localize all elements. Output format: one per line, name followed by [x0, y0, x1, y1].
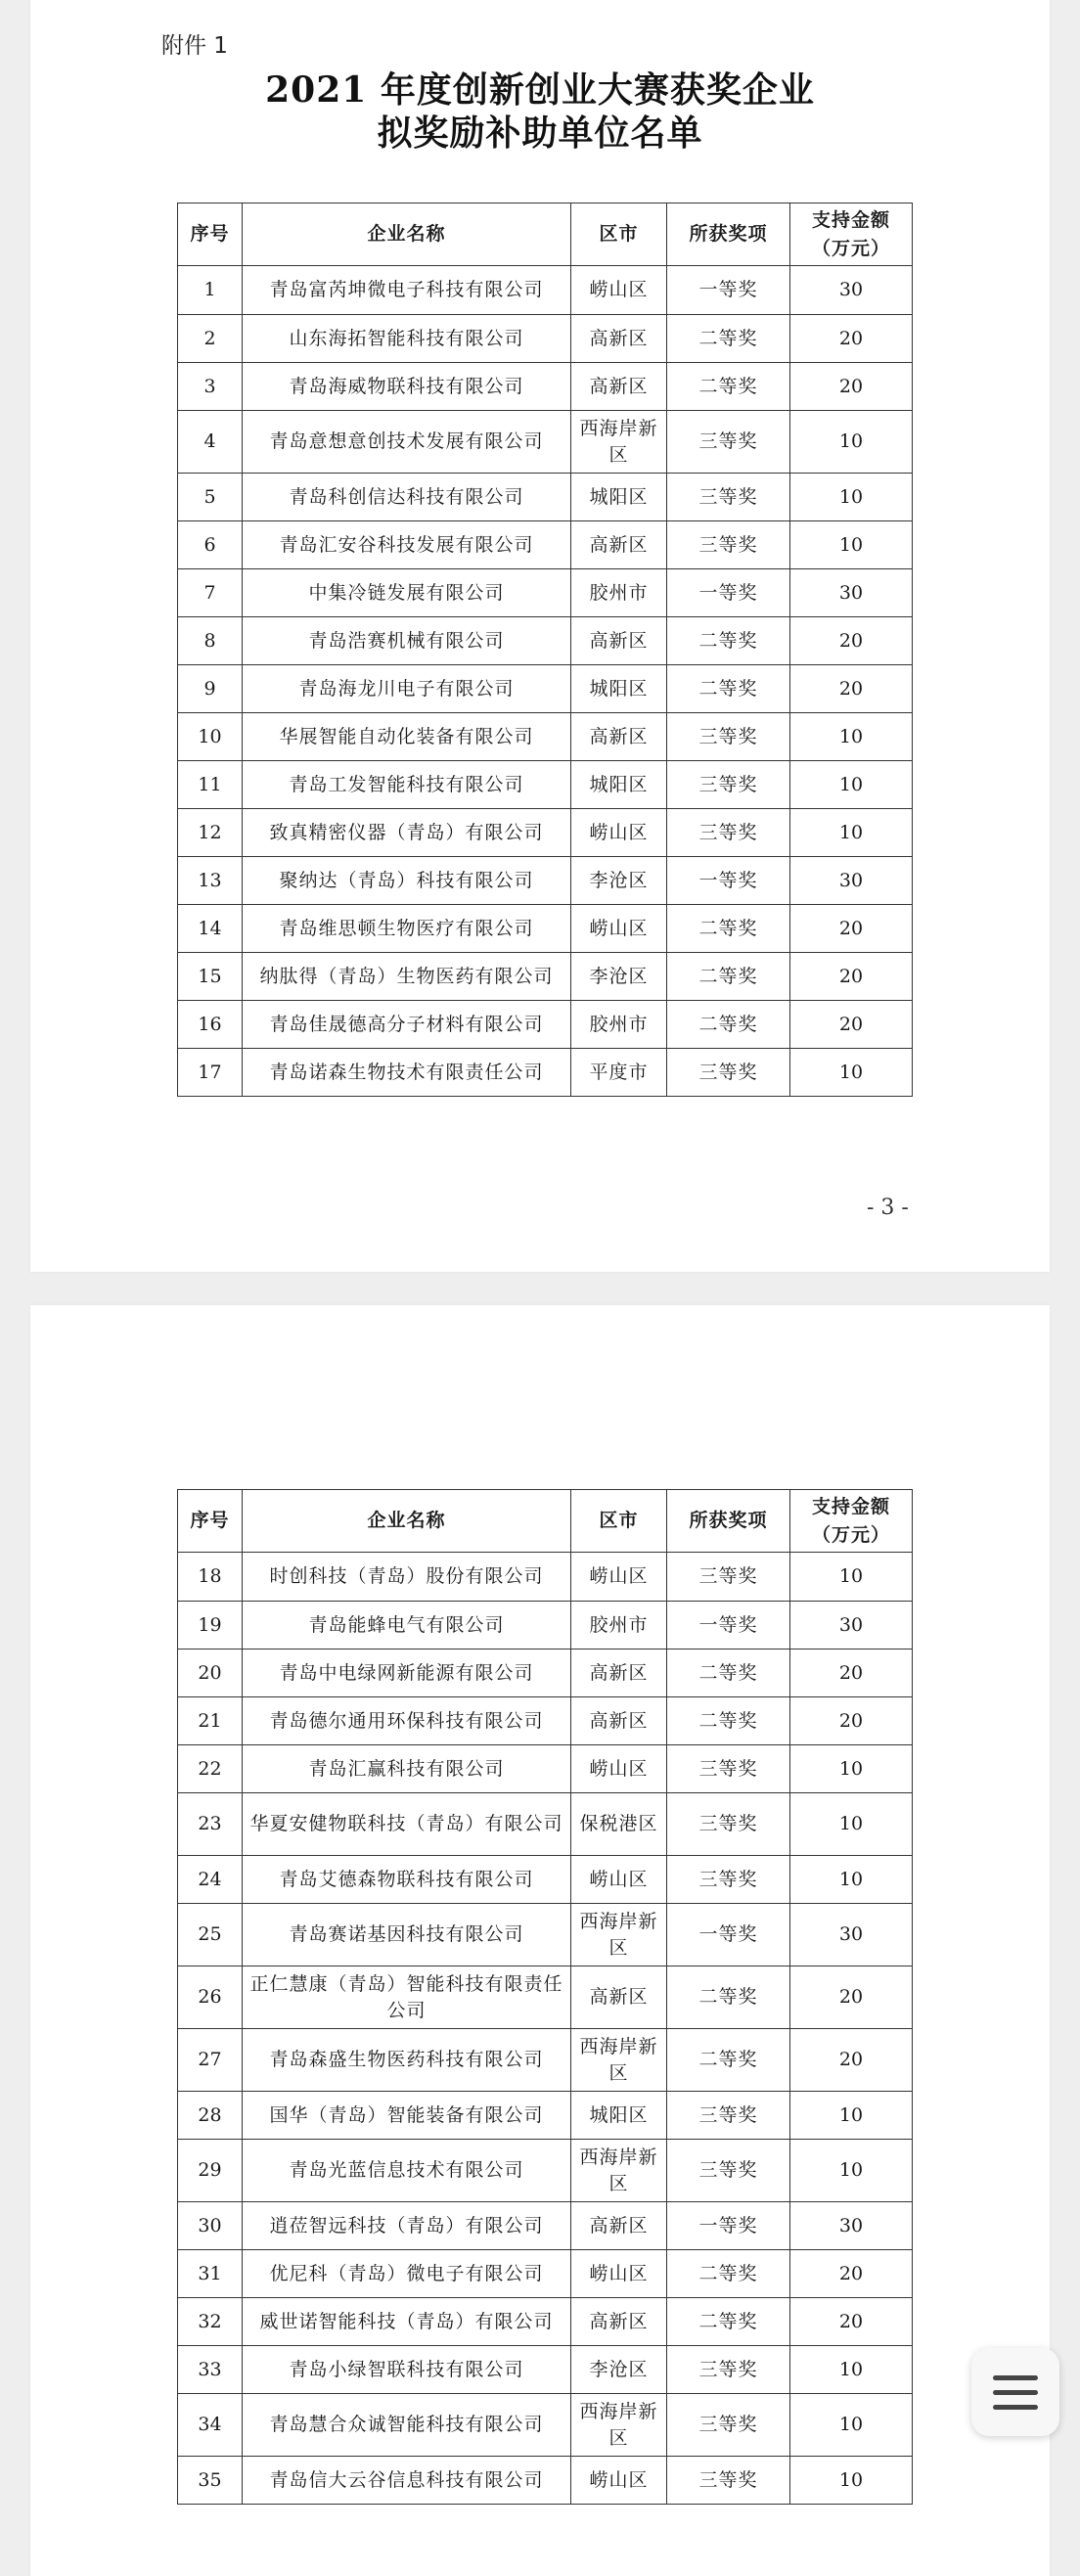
cell-company: 青岛科创信达科技有限公司 — [243, 474, 571, 521]
cell-award: 二等奖 — [667, 665, 790, 713]
cell-district: 崂山区 — [571, 266, 667, 315]
cell-company: 山东海拓智能科技有限公司 — [243, 315, 571, 363]
cell-company: 华夏安健物联科技（青岛）有限公司 — [243, 1793, 571, 1856]
cell-award: 三等奖 — [667, 1049, 790, 1097]
table-row — [178, 363, 913, 411]
table-row — [178, 1001, 913, 1049]
cell-award: 三等奖 — [667, 761, 790, 809]
cell-award: 二等奖 — [667, 1650, 790, 1697]
cell-amount: 10 — [790, 411, 913, 474]
cell-award: 一等奖 — [667, 857, 790, 905]
table-row — [178, 2346, 913, 2394]
cell-company: 青岛富芮坤微电子科技有限公司 — [243, 266, 571, 315]
cell-company: 致真精密仪器（青岛）有限公司 — [243, 809, 571, 857]
cell-seq: 17 — [178, 1049, 243, 1097]
cell-district: 保税港区 — [571, 1793, 667, 1856]
cell-seq: 21 — [178, 1697, 243, 1745]
page-number: - 3 - — [867, 1196, 909, 1220]
cell-amount: 10 — [790, 521, 913, 569]
table-row — [178, 2250, 913, 2298]
cell-district: 西海岸新区 — [571, 2140, 667, 2202]
cell-district: 城阳区 — [571, 761, 667, 809]
table-row — [178, 2202, 913, 2250]
cell-amount: 10 — [790, 809, 913, 857]
header-district: 区市 — [571, 1490, 667, 1553]
table-row — [178, 2029, 913, 2092]
cell-amount: 10 — [790, 1745, 913, 1793]
cell-award: 三等奖 — [667, 521, 790, 569]
cell-district: 崂山区 — [571, 1745, 667, 1793]
header-amount-line-2: （万元） — [811, 1523, 890, 1546]
cell-company: 青岛赛诺基因科技有限公司 — [243, 1904, 571, 1966]
cell-company: 青岛慧合众诚智能科技有限公司 — [243, 2394, 571, 2457]
cell-amount: 30 — [790, 2202, 913, 2250]
table-row — [178, 617, 913, 665]
cell-award: 三等奖 — [667, 2346, 790, 2394]
table-header-row — [178, 203, 913, 266]
cell-district: 西海岸新区 — [571, 1904, 667, 1966]
cell-amount: 10 — [790, 2394, 913, 2457]
header-company: 企业名称 — [243, 203, 571, 266]
cell-district: 李沧区 — [571, 857, 667, 905]
cell-amount: 10 — [790, 2346, 913, 2394]
table-row — [178, 1966, 913, 2029]
cell-district: 崂山区 — [571, 905, 667, 953]
cell-amount: 30 — [790, 1602, 913, 1650]
cell-company: 青岛艾德森物联科技有限公司 — [243, 1856, 571, 1904]
cell-award: 二等奖 — [667, 953, 790, 1001]
cell-company: 青岛汇安谷科技发展有限公司 — [243, 521, 571, 569]
cell-district: 高新区 — [571, 1650, 667, 1697]
cell-seq: 13 — [178, 857, 243, 905]
cell-seq: 28 — [178, 2092, 243, 2140]
document-title-line-2: 拟奖励补助单位名单 — [377, 113, 703, 154]
cell-amount: 20 — [790, 665, 913, 713]
cell-amount: 10 — [790, 1553, 913, 1602]
table-row — [178, 761, 913, 809]
cell-award: 三等奖 — [667, 2457, 790, 2505]
cell-district: 崂山区 — [571, 1553, 667, 1602]
cell-seq: 11 — [178, 761, 243, 809]
table-row — [178, 1745, 913, 1793]
cell-company: 青岛能蜂电气有限公司 — [243, 1602, 571, 1650]
cell-district: 高新区 — [571, 1966, 667, 2029]
cell-amount: 30 — [790, 569, 913, 617]
table-row — [178, 569, 913, 617]
table-row — [178, 1049, 913, 1097]
cell-award: 一等奖 — [667, 1602, 790, 1650]
cell-amount: 20 — [790, 2298, 913, 2346]
cell-district: 城阳区 — [571, 665, 667, 713]
cell-award: 二等奖 — [667, 2029, 790, 2092]
header-amount-line-2: （万元） — [811, 237, 890, 259]
header-company: 企业名称 — [243, 1490, 571, 1553]
cell-award: 三等奖 — [667, 1745, 790, 1793]
cell-district: 城阳区 — [571, 2092, 667, 2140]
cell-award: 二等奖 — [667, 905, 790, 953]
cell-award: 一等奖 — [667, 266, 790, 315]
cell-seq: 25 — [178, 1904, 243, 1966]
table-row — [178, 665, 913, 713]
cell-district: 崂山区 — [571, 2250, 667, 2298]
cell-company: 青岛海威物联科技有限公司 — [243, 363, 571, 411]
header-amount-line-1: 支持金额 — [811, 208, 890, 231]
award-table-1 — [177, 203, 913, 1097]
cell-amount: 20 — [790, 1650, 913, 1697]
cell-award: 三等奖 — [667, 474, 790, 521]
table-row — [178, 474, 913, 521]
cell-seq: 14 — [178, 905, 243, 953]
cell-award: 一等奖 — [667, 569, 790, 617]
cell-award: 三等奖 — [667, 809, 790, 857]
cell-seq: 3 — [178, 363, 243, 411]
table-row — [178, 521, 913, 569]
table-row — [178, 2298, 913, 2346]
cell-award: 三等奖 — [667, 2140, 790, 2202]
cell-amount: 20 — [790, 1697, 913, 1745]
document-title-line-1: 2021 年度创新创业大赛获奖企业 — [265, 69, 815, 111]
cell-seq: 27 — [178, 2029, 243, 2092]
cell-district: 胶州市 — [571, 1602, 667, 1650]
cell-amount: 30 — [790, 857, 913, 905]
cell-award: 二等奖 — [667, 2250, 790, 2298]
cell-amount: 10 — [790, 2092, 913, 2140]
cell-seq: 16 — [178, 1001, 243, 1049]
cell-seq: 5 — [178, 474, 243, 521]
cell-amount: 10 — [790, 474, 913, 521]
cell-seq: 9 — [178, 665, 243, 713]
cell-company: 青岛德尔通用环保科技有限公司 — [243, 1697, 571, 1745]
cell-award: 二等奖 — [667, 315, 790, 363]
table-row — [178, 857, 913, 905]
cell-amount: 10 — [790, 1793, 913, 1856]
floating-menu-button[interactable] — [971, 2348, 1059, 2436]
cell-district: 西海岸新区 — [571, 411, 667, 474]
cell-amount: 20 — [790, 617, 913, 665]
cell-company: 正仁慧康（青岛）智能科技有限责任公司 — [243, 1966, 571, 2029]
cell-seq: 24 — [178, 1856, 243, 1904]
cell-amount: 10 — [790, 1049, 913, 1097]
table-row — [178, 713, 913, 761]
cell-amount: 20 — [790, 953, 913, 1001]
cell-district: 高新区 — [571, 2202, 667, 2250]
header-amount — [790, 203, 913, 266]
cell-seq: 2 — [178, 315, 243, 363]
cell-company: 青岛森盛生物医药科技有限公司 — [243, 2029, 571, 2092]
cell-company: 青岛工发智能科技有限公司 — [243, 761, 571, 809]
cell-seq: 19 — [178, 1602, 243, 1650]
header-amount-line-1: 支持金额 — [811, 1495, 890, 1517]
cell-award: 三等奖 — [667, 713, 790, 761]
header-award: 所获奖项 — [667, 203, 790, 266]
cell-district: 胶州市 — [571, 569, 667, 617]
header-district: 区市 — [571, 203, 667, 266]
cell-company: 聚纳达（青岛）科技有限公司 — [243, 857, 571, 905]
cell-seq: 26 — [178, 1966, 243, 2029]
table-row — [178, 809, 913, 857]
table-row — [178, 411, 913, 474]
document-page-1 — [30, 0, 1050, 1272]
header-award: 所获奖项 — [667, 1490, 790, 1553]
cell-company: 威世诺智能科技（青岛）有限公司 — [243, 2298, 571, 2346]
cell-seq: 23 — [178, 1793, 243, 1856]
attachment-label: 附件 1 — [161, 33, 228, 59]
cell-seq: 10 — [178, 713, 243, 761]
cell-district: 高新区 — [571, 315, 667, 363]
cell-district: 高新区 — [571, 713, 667, 761]
cell-award: 二等奖 — [667, 1697, 790, 1745]
table-row — [178, 315, 913, 363]
cell-amount: 20 — [790, 315, 913, 363]
cell-company: 青岛维思顿生物医疗有限公司 — [243, 905, 571, 953]
cell-district: 高新区 — [571, 617, 667, 665]
cell-amount: 20 — [790, 363, 913, 411]
cell-award: 三等奖 — [667, 1553, 790, 1602]
cell-company: 纳肽得（青岛）生物医药有限公司 — [243, 953, 571, 1001]
cell-company: 青岛小绿智联科技有限公司 — [243, 2346, 571, 2394]
cell-company: 青岛中电绿网新能源有限公司 — [243, 1650, 571, 1697]
cell-amount: 10 — [790, 1856, 913, 1904]
header-seq: 序号 — [178, 1490, 243, 1553]
table-row — [178, 2092, 913, 2140]
header-amount — [790, 1490, 913, 1553]
cell-company: 青岛信大云谷信息科技有限公司 — [243, 2457, 571, 2505]
cell-amount: 10 — [790, 2140, 913, 2202]
cell-amount: 10 — [790, 2457, 913, 2505]
cell-amount: 20 — [790, 1001, 913, 1049]
cell-award: 一等奖 — [667, 2202, 790, 2250]
cell-seq: 32 — [178, 2298, 243, 2346]
cell-district: 李沧区 — [571, 953, 667, 1001]
cell-company: 逍莅智远科技（青岛）有限公司 — [243, 2202, 571, 2250]
cell-company: 中集冷链发展有限公司 — [243, 569, 571, 617]
award-table-2 — [177, 1489, 913, 2505]
table-row — [178, 1553, 913, 1602]
cell-district: 崂山区 — [571, 809, 667, 857]
cell-seq: 29 — [178, 2140, 243, 2202]
cell-company: 青岛汇赢科技有限公司 — [243, 1745, 571, 1793]
cell-amount: 20 — [790, 2029, 913, 2092]
table-row — [178, 905, 913, 953]
cell-district: 西海岸新区 — [571, 2394, 667, 2457]
cell-amount: 30 — [790, 266, 913, 315]
table-header-row — [178, 1490, 913, 1553]
table-row — [178, 1650, 913, 1697]
cell-seq: 4 — [178, 411, 243, 474]
table-row — [178, 2394, 913, 2457]
cell-award: 二等奖 — [667, 617, 790, 665]
cell-company: 时创科技（青岛）股份有限公司 — [243, 1553, 571, 1602]
cell-award: 三等奖 — [667, 1793, 790, 1856]
cell-award: 二等奖 — [667, 363, 790, 411]
cell-company: 青岛光蓝信息技术有限公司 — [243, 2140, 571, 2202]
cell-company: 青岛诺森生物技术有限责任公司 — [243, 1049, 571, 1097]
cell-district: 西海岸新区 — [571, 2029, 667, 2092]
cell-company: 国华（青岛）智能装备有限公司 — [243, 2092, 571, 2140]
cell-amount: 20 — [790, 1966, 913, 2029]
table-row — [178, 953, 913, 1001]
cell-district: 高新区 — [571, 2298, 667, 2346]
cell-seq: 22 — [178, 1745, 243, 1793]
cell-award: 二等奖 — [667, 1966, 790, 2029]
cell-company: 青岛浩赛机械有限公司 — [243, 617, 571, 665]
cell-award: 三等奖 — [667, 1856, 790, 1904]
cell-award: 一等奖 — [667, 1904, 790, 1966]
header-seq: 序号 — [178, 203, 243, 266]
cell-amount: 30 — [790, 1904, 913, 1966]
cell-seq: 8 — [178, 617, 243, 665]
cell-district: 高新区 — [571, 521, 667, 569]
cell-award: 二等奖 — [667, 2298, 790, 2346]
cell-company: 青岛海龙川电子有限公司 — [243, 665, 571, 713]
cell-district: 胶州市 — [571, 1001, 667, 1049]
table-row — [178, 1602, 913, 1650]
cell-company: 优尼科（青岛）微电子有限公司 — [243, 2250, 571, 2298]
cell-seq: 34 — [178, 2394, 243, 2457]
cell-district: 城阳区 — [571, 474, 667, 521]
cell-district: 李沧区 — [571, 2346, 667, 2394]
cell-amount: 10 — [790, 761, 913, 809]
cell-seq: 7 — [178, 569, 243, 617]
cell-seq: 30 — [178, 2202, 243, 2250]
table-row — [178, 1904, 913, 1966]
cell-seq: 18 — [178, 1553, 243, 1602]
cell-district: 高新区 — [571, 363, 667, 411]
cell-seq: 12 — [178, 809, 243, 857]
cell-award: 二等奖 — [667, 1001, 790, 1049]
cell-seq: 35 — [178, 2457, 243, 2505]
table-row — [178, 1856, 913, 1904]
cell-amount: 10 — [790, 713, 913, 761]
cell-district: 崂山区 — [571, 1856, 667, 1904]
cell-seq: 15 — [178, 953, 243, 1001]
cell-district: 崂山区 — [571, 2457, 667, 2505]
table-row — [178, 266, 913, 315]
cell-seq: 20 — [178, 1650, 243, 1697]
table-row — [178, 1697, 913, 1745]
table-row — [178, 2140, 913, 2202]
cell-district: 平度市 — [571, 1049, 667, 1097]
cell-seq: 31 — [178, 2250, 243, 2298]
cell-seq: 6 — [178, 521, 243, 569]
cell-company: 华展智能自动化装备有限公司 — [243, 713, 571, 761]
cell-award: 三等奖 — [667, 2092, 790, 2140]
cell-district: 高新区 — [571, 1697, 667, 1745]
cell-seq: 1 — [178, 266, 243, 315]
table-row — [178, 2457, 913, 2505]
cell-award: 三等奖 — [667, 411, 790, 474]
cell-amount: 20 — [790, 905, 913, 953]
cell-seq: 33 — [178, 2346, 243, 2394]
cell-company: 青岛意想意创技术发展有限公司 — [243, 411, 571, 474]
cell-company: 青岛佳晟德高分子材料有限公司 — [243, 1001, 571, 1049]
table-row — [178, 1793, 913, 1856]
cell-award: 三等奖 — [667, 2394, 790, 2457]
cell-amount: 20 — [790, 2250, 913, 2298]
document-page-2 — [30, 1305, 1050, 2576]
